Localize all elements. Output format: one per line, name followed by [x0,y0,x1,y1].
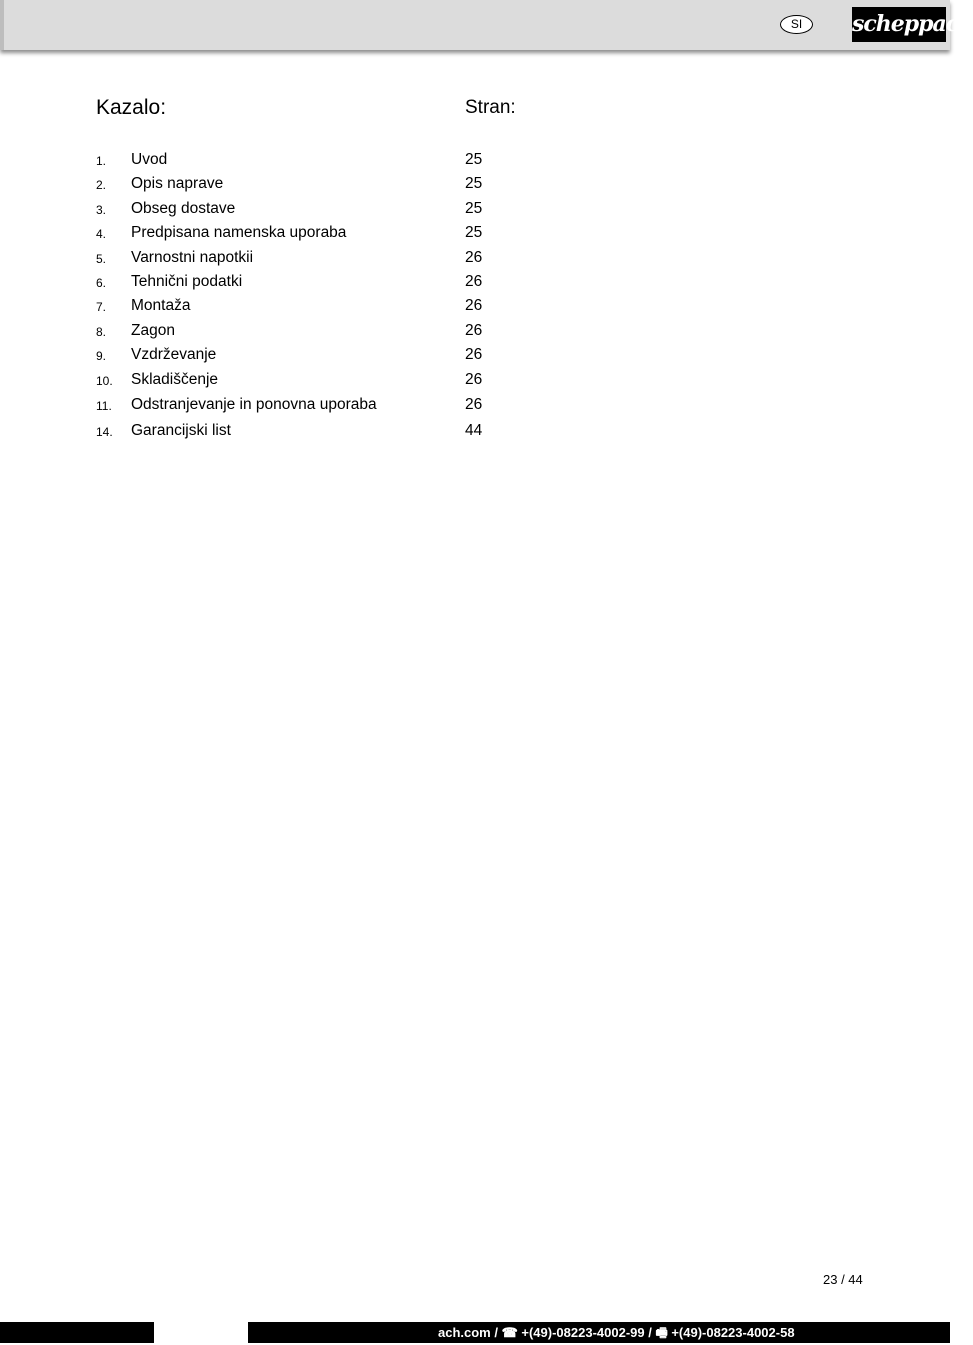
toc-row [96,246,516,270]
toc-row [96,343,516,367]
toc-label: Garancijski list [131,422,231,440]
toc-page: 26 [465,395,483,413]
toc-row [96,392,516,419]
toc-number: 2. [96,178,107,193]
toc-row [96,221,516,245]
toc-page: 26 [465,370,483,388]
toc-page: 25 [465,199,483,217]
toc-title: Kazalo: [96,96,167,119]
toc-page: 26 [465,346,483,364]
brand-logo: scheppach [852,7,946,42]
toc-row [96,148,516,172]
toc-number: 5. [96,251,107,266]
toc-page: 25 [465,224,483,242]
toc-page: 26 [465,321,483,339]
toc-label: Vzdrževanje [131,346,217,364]
toc-number: 8. [96,324,107,339]
language-badge: SI [780,15,813,34]
toc-number: 3. [96,202,107,217]
header-bar [0,0,973,50]
toc-row [96,294,516,318]
toc-page: 26 [465,297,483,315]
toc-row [96,172,516,196]
toc-label: Predpisana namenska uporaba [131,224,347,242]
toc-label: Montaža [131,297,191,315]
page-number: 23 / 44 [823,1272,863,1287]
toc-page: 44 [465,422,483,440]
toc-list [96,148,516,445]
footer-bar [0,1322,950,1343]
toc-page: 26 [465,248,483,266]
toc-label: Skladiščenje [131,370,219,388]
toc-label: Opis naprave [131,175,224,193]
toc-number: 11. [96,398,112,413]
page-column-title: Stran: [465,97,516,118]
toc-label: Odstranjevanje in ponovna uporaba [131,395,377,413]
toc-row [96,368,516,392]
toc-number: 10. [96,373,113,388]
toc-number: 14. [96,425,113,440]
toc-page: 26 [465,272,483,290]
toc-number: 1. [96,154,107,168]
toc-page: 25 [465,151,483,168]
toc-row [96,319,516,343]
toc-number: 4. [96,227,107,242]
toc-label: Zagon [131,321,175,339]
toc-label: Obseg dostave [131,199,236,217]
toc-label: Tehnični podatki [131,272,243,290]
footer-gap [154,1322,248,1343]
toc-row [96,418,516,445]
toc-number: 6. [96,275,107,290]
toc-label: Uvod [131,151,168,168]
toc-row [96,197,516,221]
toc-number: 7. [96,300,107,315]
toc-page: 25 [465,175,483,193]
toc-number: 9. [96,349,107,364]
toc-label: Varnostni napotkii [131,248,254,266]
toc-row [96,270,516,294]
footer-contact: ach.com / ☎ +(49)-08223-4002-99 / 🖷 +(49)-08223-4002-58 [438,1325,795,1340]
